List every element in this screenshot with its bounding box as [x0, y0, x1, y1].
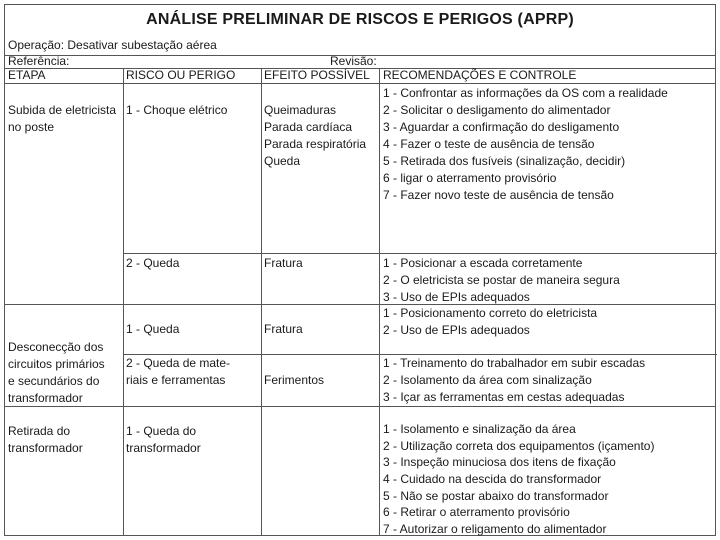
row1-etapa: Subida de eletricista no poste [8, 103, 117, 134]
row2-risco: 2 - Queda [126, 256, 180, 270]
header-etapa: ETAPA [8, 68, 46, 82]
row1-recomendacoes: 1 - Confrontar as informações da OS com a realidade 2 - Solicitar o desligamento do alimentador 3 - Aguardar a confirmação do desligamento 4 - Fazer o teste de ausência de tensão 5 - Retirada dos fusíveis (sinalização, decidir) 6 - ligar o aterramento provisório 7 - Fazer novo teste de ausência de tensão [383, 86, 668, 202]
row3a-recomendacoes: 1 - Posicionamento correto do eletricista 2 - Uso de EPIs adequados [383, 306, 598, 337]
row2-efeito: Fratura [264, 256, 303, 270]
row4-etapa: Retirada do transformador [8, 424, 83, 455]
column-divider [379, 68, 380, 536]
aprp-sheet [4, 4, 716, 536]
row3b-risco: 2 - Queda de mate- riais e ferramentas [126, 356, 231, 387]
row4-risco: 1 - Queda do transformador [126, 424, 201, 455]
row3a-efeito: Fratura [264, 322, 303, 336]
row1-efeito: Queimaduras Parada cardíaca Parada respiratória Queda [264, 103, 367, 168]
revision-field: Revisão: [330, 54, 377, 68]
header-recomendacoes: RECOMENDAÇÕES E CONTROLE [383, 68, 577, 82]
operation-field: Operação: Desativar subestação aérea [8, 38, 217, 52]
divider [123, 253, 717, 254]
row2-recomendacoes: 1 - Posicionar a escada corretamente 2 - O eletricista se postar de maneira segura 3 - Uso de EPIs adequados [383, 256, 620, 304]
header-risco: RISCO OU PERIGO [126, 68, 236, 82]
divider [5, 83, 715, 84]
divider [5, 304, 715, 305]
reference-field: Referência: [8, 54, 70, 68]
row3-etapa: Desconecção dos circuitos primários e secundários do transformador [8, 340, 105, 405]
divider [5, 406, 715, 407]
row1-risco: 1 - Choque elétrico [126, 103, 228, 117]
column-divider [123, 68, 124, 536]
row4-recomendacoes: 1 - Isolamento e sinalização da área 2 - Utilização correta dos equipamentos (içamento) 3 - Inspeção minuciosa dos itens de fixação 4 - Cuidado na descida do transformador 5 - Não se postar abaixo do transformador 6 - Retirar o aterramento provisório 7 - Autorizar o religamento do alimentador [383, 422, 655, 537]
document-title: ANÁLISE PRELIMINAR DE RISCOS E PERIGOS (APRP) [146, 11, 574, 28]
header-efeito: EFEITO POSSÍVEL [264, 68, 370, 82]
column-divider [261, 68, 262, 536]
row3b-recomendacoes: 1 - Treinamento do trabalhador em subir escadas 2 - Isolamento da área com sinalização 3 - Içar as ferramentas em cestas adequadas [383, 356, 646, 404]
row3b-efeito: Ferimentos [264, 373, 325, 387]
row3a-risco: 1 - Queda [126, 322, 180, 336]
